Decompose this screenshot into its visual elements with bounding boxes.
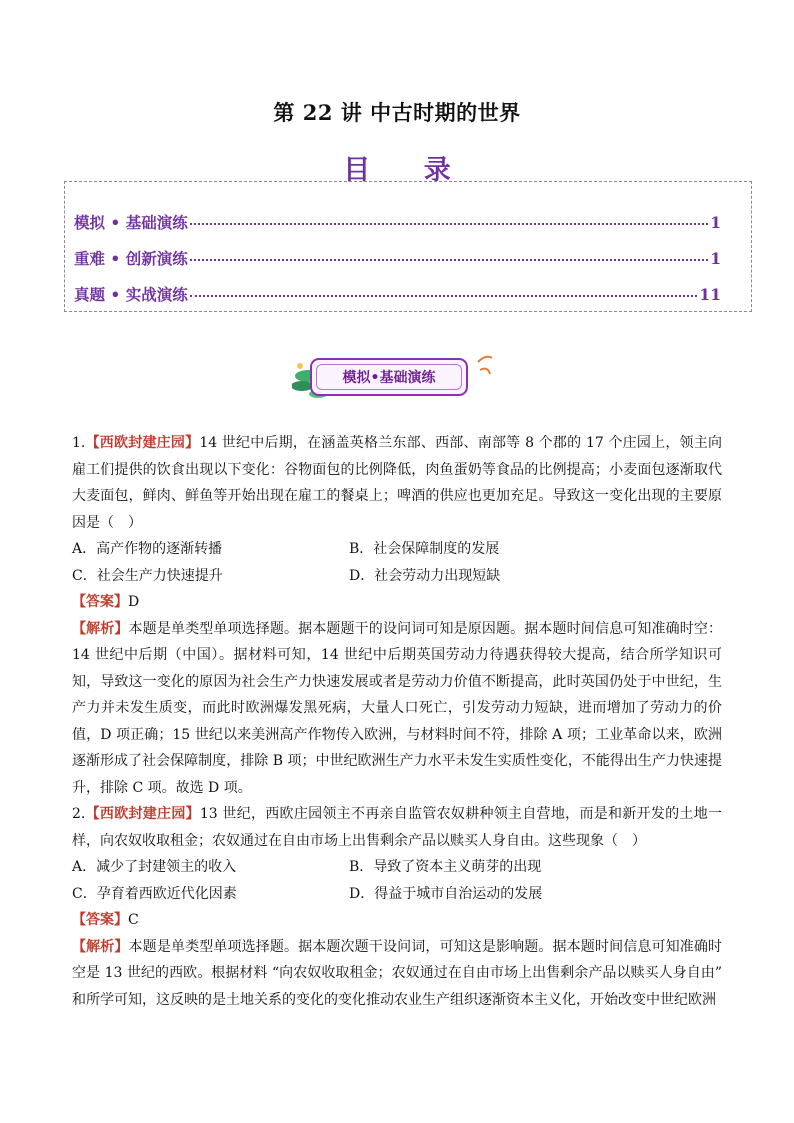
section-banner [292, 352, 502, 406]
question-number: 1. [72, 435, 86, 451]
toc-item-label: 重难 • 创新演练 [74, 249, 188, 268]
option-a: A．减少了封建领主的收入 [72, 859, 237, 875]
option-row [72, 563, 722, 590]
option-row [72, 536, 722, 563]
answer-line [72, 589, 722, 616]
question-stem [72, 430, 722, 536]
question-text: 14 世纪中后期，在涵盖英格兰东部、西部、南部等 8 个郡的 17 个庄园上，领主向雇工们提供的饮食出现以下变化：谷物面包的比例降低，肉鱼蛋奶等食品的比例提高；小麦面包逐渐取代大麦面包，鲜肉、鲜鱼等开始出现在雇工的餐桌上；啤酒的供应也更加充足。导致这一变化出现的主要原因是（ ） [72, 435, 722, 531]
toc-item-page: 1 [710, 249, 721, 268]
toc-leader-dots [190, 295, 698, 297]
question-number: 2. [72, 806, 86, 822]
question-text: 13 世纪，西欧庄园领主不再亲自监管农奴耕种领主自营地，而是和新开发的土地一样，向农奴收取租金；农奴通过在自由市场上出售剩余产品以赎买人身自由。这些现象（ ） [72, 806, 722, 849]
section-banner-label: 模拟•基础演练 [316, 364, 462, 390]
option-d: D．得益于城市自治运动的发展 [349, 885, 543, 902]
analysis-block [72, 616, 722, 802]
answer-label: 【答案】 [72, 912, 128, 928]
analysis-text: 本题是单类型单项选择题。据本题次题干设问词，可知这是影响题。据本题时间信息可知准确时空是 13 世纪的西欧。根据材料 “向农奴收取租金；农奴通过在自由市场上出售剩余产品以赎买人身自由” 和所学可知，这反映的是土地关系的变化的变化推动农业生产组织逐渐资本主义化，开始改变中世纪欧洲 [72, 938, 723, 1008]
toc-item-label: 真题 • 实战演练 [74, 285, 188, 304]
table-of-contents [64, 181, 752, 312]
toc-item-page: 1 [710, 213, 721, 232]
toc-item-advanced[interactable] [74, 247, 721, 269]
option-a: A．高产作物的逐渐转播 [72, 541, 223, 557]
toc-item-label: 模拟 • 基础演练 [74, 213, 188, 232]
option-row [72, 854, 722, 881]
toc-item-page: 11 [699, 285, 721, 304]
option-c: C．孕育着西欧近代化因素 [72, 885, 237, 902]
analysis-text: 本题是单类型单项选择题。据本题题干的设问词可知是原因题。据本题时间信息可知准确时空：14 世纪中后期（中国）。据材料可知，14 世纪中后期英国劳动力待遇获得较大提高，结合所学知识可知，导致这一变化的原因为社会生产力快速发展或者是劳动力价值不断提高，此时英国仍处于中世纪，生产力并未发生质变，而此时欧洲爆发黑死病，大量人口死亡，引发劳动力短缺，进而增加了劳动力的价值，D 项正确；15 世纪以来美洲高产作物传入欧洲，与材料时间不符，排除 A 项；工业革命以来，欧洲逐渐形成了社会保障制度，排除 B 项；中世纪欧洲生产力水平未发生实质性变化，不能得出生产力快速提升，排除 C 项。故选 D 项。 [72, 620, 723, 796]
answer-value: D [128, 594, 140, 610]
analysis-label: 【解析】 [72, 620, 129, 637]
toc-leader-dots [190, 223, 709, 225]
question-list [72, 430, 722, 1013]
option-b: B．导致了资本主义萌芽的出现 [349, 859, 542, 875]
question-tag: 【西欧封建庄园】 [85, 435, 200, 451]
option-b: B．社会保障制度的发展 [349, 541, 500, 557]
question-stem [72, 801, 722, 854]
answer-label: 【答案】 [72, 594, 128, 610]
toc-item-basic[interactable] [74, 211, 721, 233]
answer-line [72, 907, 722, 934]
page-title: 第 22 讲 中古时期的世界 [273, 100, 521, 125]
question-tag: 【西欧封建庄园】 [85, 806, 200, 822]
option-row [72, 881, 722, 908]
answer-value: C [128, 912, 139, 928]
toc-item-real-exam[interactable] [74, 283, 721, 305]
toc-leader-dots [190, 259, 709, 261]
analysis-block [72, 934, 722, 1014]
analysis-label: 【解析】 [72, 938, 129, 955]
option-d: D．社会劳动力出现短缺 [349, 567, 501, 584]
section-banner-frame [310, 358, 468, 396]
toc-heading: 目 录 [343, 155, 473, 186]
option-c: C．社会生产力快速提升 [72, 567, 223, 584]
